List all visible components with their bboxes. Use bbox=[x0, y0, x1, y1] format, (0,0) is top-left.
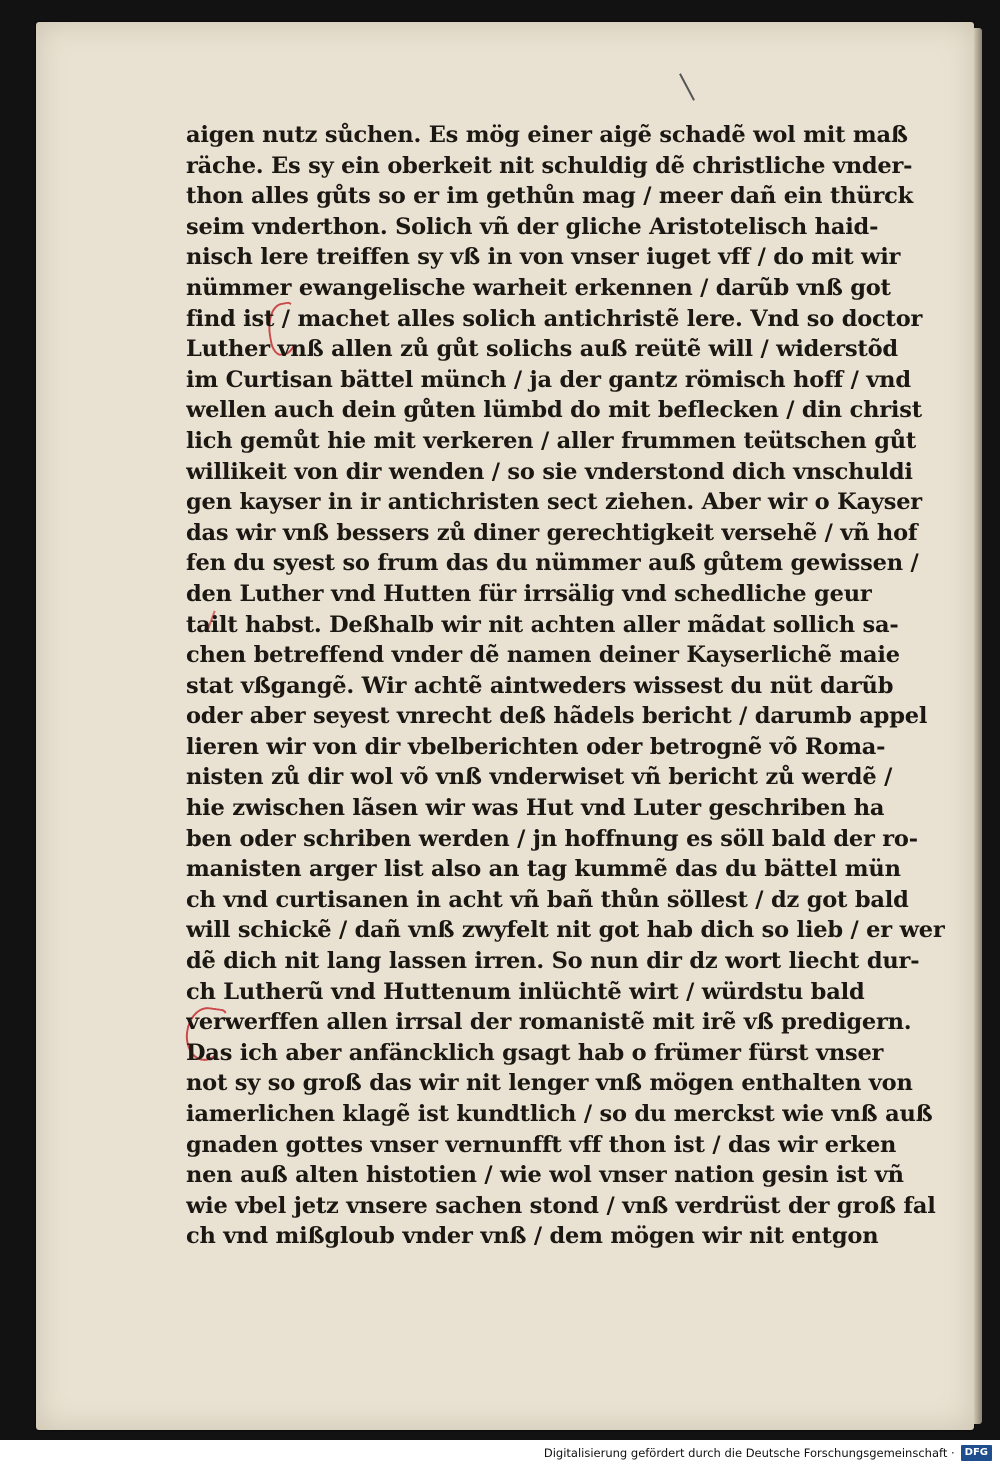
text-line: fen du syest so frum das du nümmer auß gůtem gewissen / bbox=[186, 550, 919, 577]
text-line: räche. Es sy ein oberkeit nit schuldig dẽ christliche vnder- bbox=[186, 152, 913, 179]
text-line: Luther vnß allen zů gůt solichs auß reütẽ will / widerstõd bbox=[186, 336, 898, 363]
text-line: den Luther vnd Hutten für irrsälig vnd schedliche geur bbox=[186, 580, 872, 607]
text-line: gen kayser in ir antichristen sect ziehen. Aber wir o Kayser bbox=[186, 489, 922, 516]
footer-bar bbox=[0, 1440, 1000, 1466]
text-line: willikeit von dir wenden / so sie vnderstond dich vnschuldi bbox=[186, 458, 913, 485]
text-line: nisch lere treiffen sy vß in von vnser iuget vff / do mit wir bbox=[186, 244, 901, 271]
text-line: manisten arger list also an tag kummẽ das du bättel mün bbox=[186, 856, 901, 883]
text-line: ben oder schriben werden / jn hoffnung es söll bald der ro- bbox=[186, 825, 918, 852]
text-line: find ist / machet alles solich antichristẽ lere. Vnd so doctor bbox=[186, 305, 923, 332]
book-page bbox=[36, 22, 974, 1430]
text-line: hie zwischen lãsen wir was Hut vnd Luter geschriben ha bbox=[186, 795, 885, 822]
text-line: das wir vnß bessers zů diner gerechtigkeit versehẽ / vñ hof bbox=[186, 519, 918, 546]
text-line: nümmer ewangelische warheit erkennen / darũb vnß got bbox=[186, 274, 891, 301]
text-line: gnaden gottes vnser vernunfft vff thon ist / das wir erken bbox=[186, 1131, 897, 1158]
text-line: im Curtisan bättel münch / ja der gantz römisch hoff / vnd bbox=[186, 366, 911, 393]
text-line: thon alles gůts so er im gethůn mag / meer dañ ein thürck bbox=[186, 183, 914, 210]
text-line: lich gemůt hie mit verkeren / aller frummen teütschen gůt bbox=[186, 427, 917, 454]
text-line: ch vnd mißgloub vnder vnß / dem mögen wir nit entgon bbox=[186, 1223, 879, 1250]
text-line: aigen nutz sůchen. Es mög einer aigẽ schadẽ wol mit maß bbox=[186, 122, 908, 148]
dfg-logo-icon: DFG bbox=[961, 1445, 992, 1461]
text-line: oder aber seyest vnrecht deß hãdels bericht / darumb appel bbox=[186, 703, 928, 730]
text-line: wellen auch dein gůten lümbd do mit beflecken / din christ bbox=[186, 397, 922, 424]
text-line: nisten zů dir wol võ vnß vnderwiset vñ bericht zů werdẽ / bbox=[186, 764, 893, 791]
text-line: not sy so groß das wir nit lenger vnß mögen enthalten von bbox=[186, 1070, 913, 1097]
pencil-mark bbox=[679, 73, 695, 100]
text-line: verwerffen allen irrsal der romanistẽ mit irẽ vß predigern. bbox=[186, 1009, 912, 1036]
text-line: iamerlichen klagẽ ist kundtlich / so du merckst wie vnß auß bbox=[186, 1101, 933, 1127]
funding-notice: Digitalisierung gefördert durch die Deutsche Forschungsgemeinschaft · bbox=[543, 1446, 955, 1460]
text-line: stat vßgangẽ. Wir achtẽ aintweders wissest du nüt darũb bbox=[186, 672, 894, 699]
text-line: lieren wir von dir vbelberichten oder betrognẽ võ Roma- bbox=[186, 733, 886, 760]
text-line: will schickẽ / dañ vnß zwyfelt nit got hab dich so lieb / er wer bbox=[186, 917, 945, 944]
text-line: dẽ dich nit lang lassen irren. So nun dir dz wort liecht dur- bbox=[186, 948, 920, 975]
text-line: nen auß alten histotien / wie wol vnser nation gesin ist vñ bbox=[186, 1162, 904, 1189]
text-line: chen betreffend vnder dẽ namen deiner Kayserlichẽ maie bbox=[186, 642, 900, 669]
text-line: ch Lutherũ vnd Huttenum inlüchtẽ wirt / würdstu bald bbox=[186, 978, 865, 1005]
text-line: Das ich aber anfäncklich gsagt hab o frümer fürst vnser bbox=[186, 1039, 884, 1066]
text-line: tailt habst. Deßhalb wir nit achten aller mãdat sollich sa- bbox=[186, 611, 899, 638]
text-line: wie vbel jetz vnsere sachen stond / vnß verdrüst der groß fal bbox=[186, 1192, 936, 1219]
text-line: ch vnd curtisanen in acht vñ bañ thůn söllest / dz got bald bbox=[186, 886, 909, 913]
page-edge bbox=[974, 28, 982, 1424]
text-line: seim vnderthon. Solich vñ der gliche Aristotelisch haid- bbox=[186, 213, 879, 240]
page-text bbox=[186, 120, 946, 1252]
